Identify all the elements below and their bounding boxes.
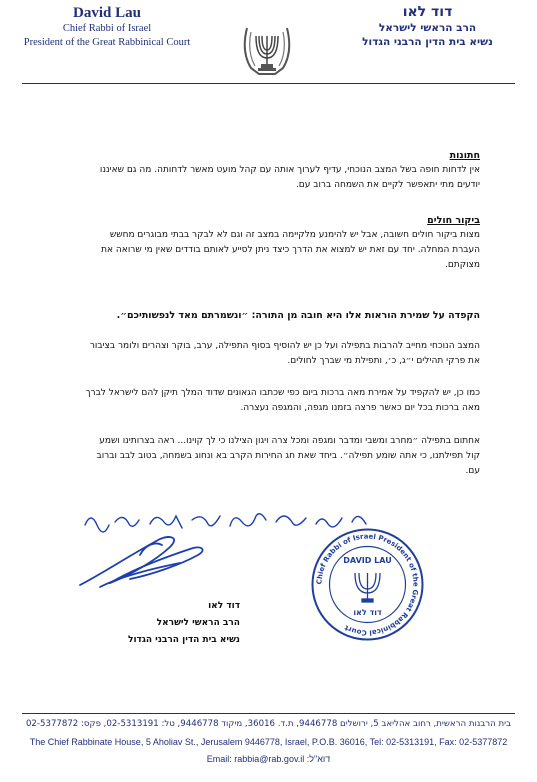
- visiting-sick-line-3: מצוקתם.: [444, 260, 480, 270]
- visiting-sick-line-2: העברת המחלה. יחד עם זאת יש למצוא את הדרך כיצד ניתן לסייע לאותם בודדים שאין מי שרואה את: [101, 245, 480, 255]
- section-heading-weddings: חתונות: [449, 150, 480, 161]
- prayer-line-2: את פרקי תהילים י״ג, כ׳, ותפילת מי שברך לחולים.: [287, 356, 480, 366]
- english-name: David Lau: [73, 5, 141, 21]
- stamp-ring-text: Chief Rabbi of Israel President of the Great Rabbinical Court: [315, 532, 420, 637]
- hebrew-title-chief-rabbi: הרב הראשי לישראל: [378, 22, 477, 34]
- footer-english-address: The Chief Rabbinate House, 5 Aholiav St., Jerusalem 9446778, Israel, P.O.B. 36016, Tel: 02-5313191, Fax: 02-5377872: [29, 737, 508, 747]
- blessings-line-2: מאה ברכות בכל יום כאשר פרצה בזמנו מגפה, והמגפה נעצרה.: [240, 403, 480, 413]
- prayer-paragraph: [40, 339, 480, 369]
- blessings-paragraph: [40, 386, 480, 416]
- weddings-line-1: אין לדחות חופה בשל המצב הנוכחי, עדיף לערוך אותה עם קהל מועט מאשר לדחותה. מה גם שאיננו: [99, 165, 480, 175]
- signature-name: דוד לאו: [208, 601, 240, 611]
- handwritten-signature: [70, 525, 220, 597]
- state-emblem-icon: [237, 24, 297, 78]
- closing-line-2: קול תפילתנו, כי אתה שומע תפילה״. ביחד שאת חג החירות הקרב בא ונחוג בשמחה, בטוב לבב וברוב: [96, 451, 480, 461]
- signature-block: [70, 598, 240, 649]
- header-divider: [22, 83, 515, 84]
- torah-obligation-line: הקפדה על שמירת הוראות אלו היא חובה מן התורה: ״ונשמרתם מאד לנפשותיכם״.: [116, 310, 480, 321]
- official-stamp: [310, 527, 425, 642]
- footer-divider: [22, 713, 515, 714]
- footer-email: Email: rabbia@rab.gov.il :דוא"ל: [206, 754, 331, 764]
- weddings-line-2: יודעים מתי יתאפשר לקיים את השמחה ברוב עם.: [295, 180, 480, 190]
- letter-body: [40, 148, 480, 193]
- english-title-president: President of the Great Rabbinical Court: [23, 37, 191, 48]
- hebrew-letterhead: [340, 3, 515, 49]
- signature-title-president: נשיא בית הדין הרבני הגדול: [128, 635, 240, 645]
- signature-title-chief-rabbi: הרב הראשי לישראל: [156, 618, 240, 628]
- closing-line-1: אחתום בתפילה ״מחרב ומשבי ומדבר ומגפה ומכל צרה ויגון הצילנו כי לך קוינו... ראה בצרותינו ושמע: [99, 436, 480, 446]
- closing-line-3: עם.: [465, 466, 480, 476]
- hebrew-title-president: נשיא בית הדין הרבני הגדול: [362, 36, 493, 48]
- english-title-chief-rabbi: Chief Rabbi of Israel: [62, 23, 152, 34]
- stamp-hebrew-name: דוד לאו: [353, 608, 382, 617]
- section-heading-visiting-sick: ביקור חולים: [427, 215, 480, 226]
- prayer-line-1: המצב הנוכחי מחייב להרבות בתפילה ועל כן יש להוסיף בסוף התפילה, ערב, בוקר וצהרים ולומר בציבור: [89, 341, 480, 351]
- blessings-line-1: כמו כן, יש להקפיד על אמירת מאה ברכות ביום כפי שכתבו הגאונים שדוד המלך תיקן להם לישראל לברך: [85, 388, 480, 398]
- stamp-menorah-icon: [355, 573, 380, 602]
- hebrew-name: דוד לאו: [402, 4, 453, 20]
- closing-paragraph: [40, 434, 480, 479]
- visiting-sick-line-1: מצות ביקור חולים חשובה, אבל יש להימנע מלקיימה במצב זה וגם לא לבקר בבתי מבוגרים מחשש: [109, 230, 480, 240]
- footer-hebrew-address: בית הרבנות הראשית, רחוב אהליאב 5, ירושלים 9446778, ת.ד. 36016, מיקוד 9446778, טל: 02-5313191, פקס: 02-5377872: [25, 719, 512, 729]
- english-letterhead: [22, 5, 192, 50]
- letter-section-visiting-sick: [40, 213, 480, 273]
- stamp-english-name: DAVID LAU: [343, 556, 392, 565]
